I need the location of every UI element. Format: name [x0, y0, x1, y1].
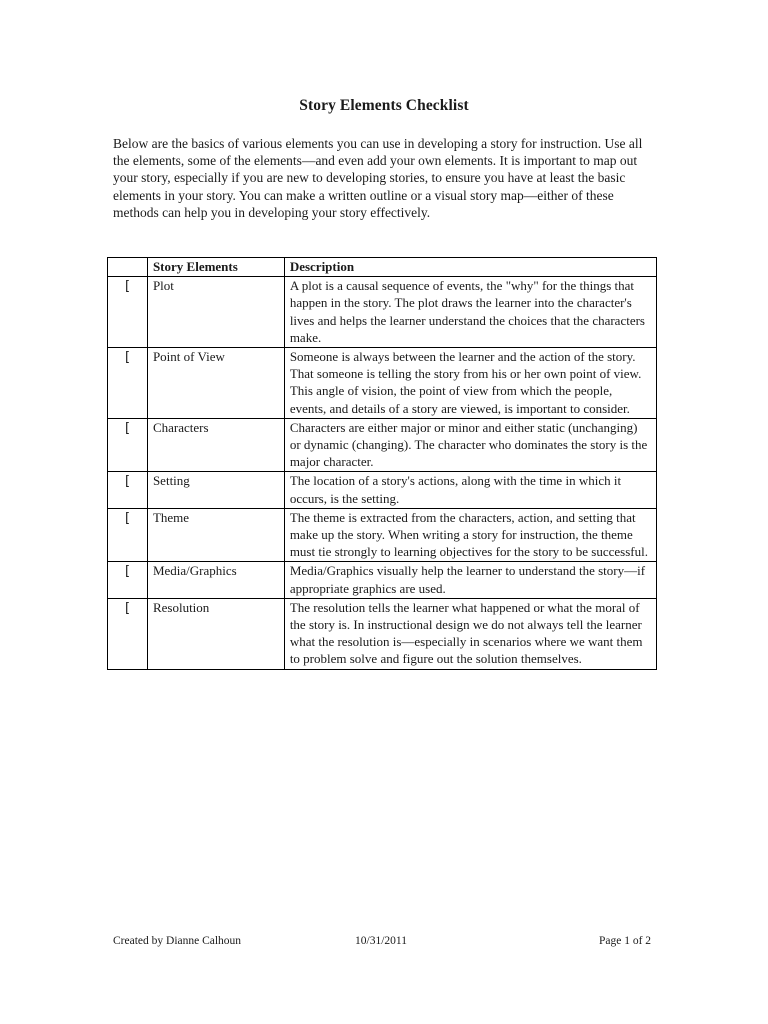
- checkbox-cell[interactable]: [108, 472, 148, 508]
- element-description: The resolution tells the learner what happened or what the moral of the story is. In instructional design we do not always tell the learner what the resolution is—especially in scenarios where we want them to problem solve and figure out the solution themselves.: [284, 598, 656, 669]
- document-title: Story Elements Checklist: [299, 97, 469, 114]
- footer-date: 10/31/2011: [355, 935, 407, 947]
- element-name: Resolution: [147, 598, 284, 669]
- checkbox-icon[interactable]: [: [125, 420, 131, 436]
- footer-page-number: Page 1 of 2: [599, 935, 652, 947]
- element-name: Characters: [147, 418, 284, 472]
- footer-author: Created by Dianne Calhoun: [113, 935, 242, 947]
- checkbox-cell[interactable]: [108, 348, 148, 419]
- element-description: Characters are either major or minor and either static (unchanging) or dynamic (changing). The character who dominates the story is the major character.: [284, 418, 656, 472]
- table-header-row: [108, 258, 657, 277]
- story-elements-table: [107, 257, 657, 670]
- checkbox-icon[interactable]: [: [125, 279, 131, 295]
- element-name: Theme: [147, 508, 284, 562]
- checkbox-cell[interactable]: [108, 562, 148, 598]
- table-row: [108, 418, 657, 472]
- header-description: Description: [284, 258, 656, 277]
- table-row: [108, 348, 657, 419]
- table-row: [108, 472, 657, 508]
- checkbox-cell[interactable]: [108, 598, 148, 669]
- table-row: [108, 277, 657, 348]
- element-name: Plot: [147, 277, 284, 348]
- element-description: Someone is always between the learner and the action of the story. That someone is telling the story from his or her own point of view. This angle of vision, the point of view from which the people, events, and details of a story are viewed, is important to consider.: [284, 348, 656, 419]
- table-row: [108, 562, 657, 598]
- table-row: [108, 508, 657, 562]
- header-checkbox-column: [108, 258, 148, 277]
- table-row: [108, 598, 657, 669]
- element-description: A plot is a causal sequence of events, the "why" for the things that happen in the story. The plot draws the learner into the character's lives and helps the learner understand the choices that the characters make.: [284, 277, 656, 348]
- checkbox-icon[interactable]: [: [125, 510, 131, 526]
- element-description: The location of a story's actions, along with the time in which it occurs, is the setting.: [284, 472, 656, 508]
- checkbox-icon[interactable]: [: [125, 474, 131, 490]
- element-name: Media/Graphics: [147, 562, 284, 598]
- checkbox-icon[interactable]: [: [125, 350, 131, 366]
- intro-paragraph: Below are the basics of various elements you can use in developing a story for instruction. Use all the elements, some of the elements—and even add your own elements. It is important to map out your story, especially if you are new to developing stories, to ensure you have at least the basic elements in your story. You can make a written outline or a visual story map—either of these methods can help you in developing your story effectively.: [113, 136, 643, 220]
- checkbox-cell[interactable]: [108, 508, 148, 562]
- checkbox-icon[interactable]: [: [125, 600, 131, 616]
- element-name: Point of View: [147, 348, 284, 419]
- header-story-elements: Story Elements: [147, 258, 284, 277]
- checkbox-icon[interactable]: [: [125, 564, 131, 580]
- element-name: Setting: [147, 472, 284, 508]
- element-description: Media/Graphics visually help the learner to understand the story—if appropriate graphics are used.: [284, 562, 656, 598]
- checkbox-cell[interactable]: [108, 277, 148, 348]
- element-description: The theme is extracted from the characters, action, and setting that make up the story. When writing a story for instruction, the theme must tie strongly to learning objectives for the story to be successful.: [284, 508, 656, 562]
- checkbox-cell[interactable]: [108, 418, 148, 472]
